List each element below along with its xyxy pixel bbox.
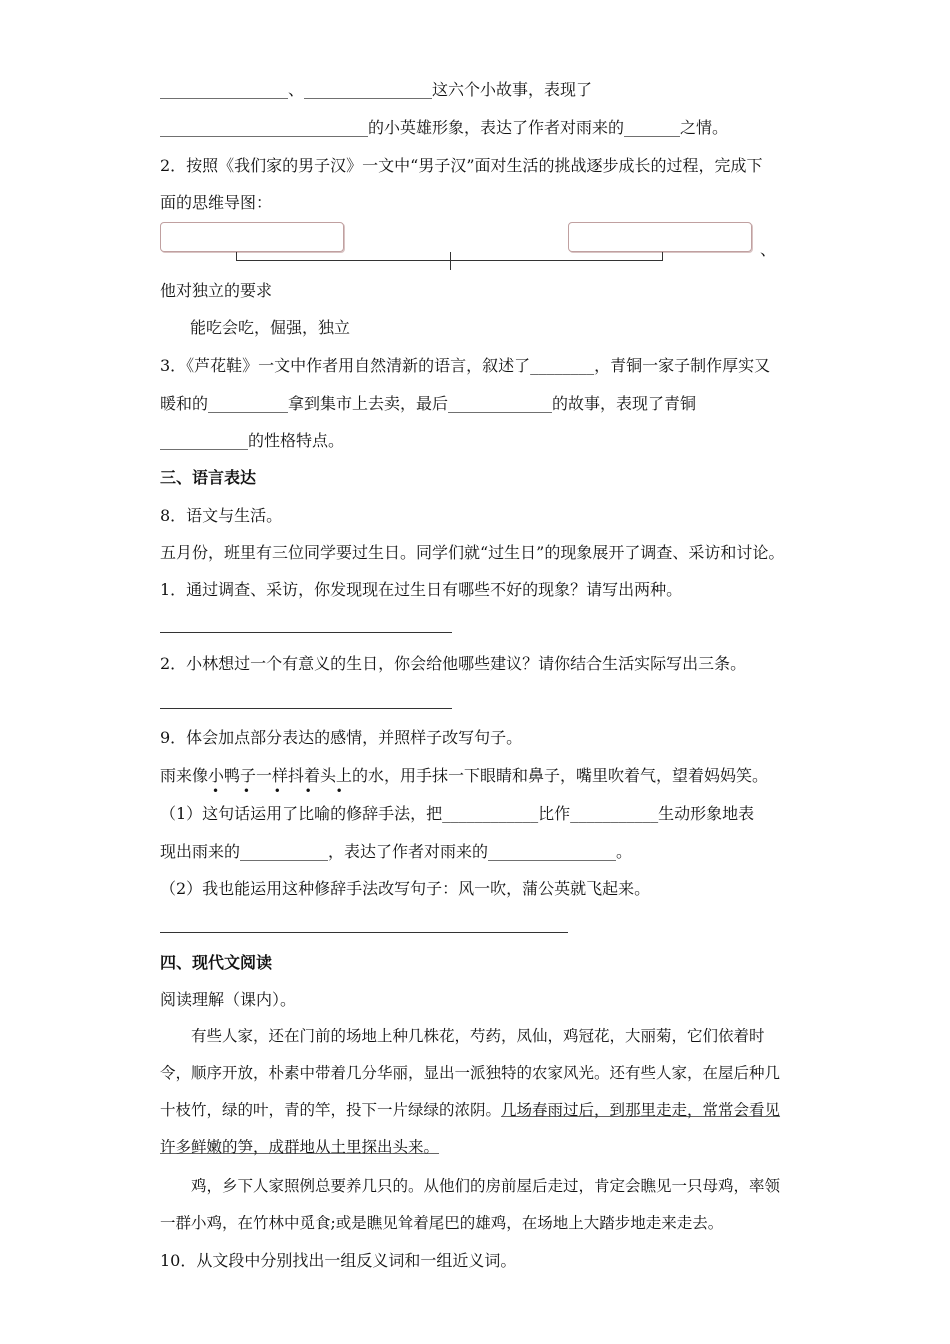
question-9-part2: （2）我也能运用这种修辞手法改写句子：风一吹，蒲公英就飞起来。 — [160, 879, 651, 898]
question-3: 3．《芦花鞋》一文中作者用自然清新的语言，叙述了________，青铜一家子制作厚实又 — [160, 356, 771, 375]
passage-paragraph-2: 鸡，乡下人家照例总要养几只的。从他们的房前屋后走过，肯定会瞧见一只母鸡，率领一群小鸡，在竹林中觅食;或是瞧见耸着尾巴的雄鸡，在场地上大踏步地走来走去。 — [160, 1177, 781, 1232]
mindmap-label-traits: 能吃会吃，倔强，独立 — [190, 318, 351, 337]
blank-line-hero: __________________________的小英雄形象，表达了作者对雨来的_______之情。 — [160, 118, 729, 137]
question-8-context: 五月份，班里有三位同学要过生日。同学们就“过生日”的现象展开了调查、采访和讨论。 — [160, 543, 785, 562]
mindmap-box-left[interactable] — [160, 222, 344, 252]
passage-underlined: 几场春雨过后，到那里走走，常常会看见许多鲜嫩的笋，成群地从土里探出头来。 — [160, 1101, 781, 1156]
question-9: 9．体会加点部分表达的感情，并照样子改写句子。 — [160, 728, 523, 747]
question-10: 10．从文段中分别找出一组反义词和一组近义词。 — [160, 1251, 517, 1270]
mindmap-box-right[interactable] — [568, 222, 752, 252]
question-9-part1-cont: 现出雨来的___________，表达了作者对雨来的________________。 — [160, 842, 633, 861]
answer-line[interactable] — [160, 708, 452, 709]
question-8: 8．语文与生活。 — [160, 506, 283, 525]
emphasis-dots: • • • • • — [212, 784, 353, 798]
mindmap-connector-stem — [450, 252, 451, 270]
question-3-cont: 暖和的__________拿到集市上去卖，最后_____________的故事，表现了青铜 — [160, 394, 697, 413]
question-3-end: ___________的性格特点。 — [160, 431, 345, 450]
reading-label: 阅读理解（课内）。 — [160, 990, 297, 1009]
section-4-heading: 四、现代文阅读 — [160, 953, 273, 972]
question-8-part1: 1．通过调查、采访，你发现现在过生日有哪些不好的现象？请写出两种。 — [160, 580, 683, 599]
passage-text: 有些人家，还在门前的场地上种几株花，芍药，凤仙，鸡冠花，大丽菊，它们依着时令，顺序开放，朴素中带着几分华丽，显出一派独特的农家风光。还有些人家，在屋后种几十枝竹，绿的叶，青的竿，投下一片绿绿的浓阴。 — [160, 1027, 781, 1119]
mindmap-comma: 、 — [760, 240, 777, 259]
answer-line[interactable] — [160, 632, 452, 633]
question-8-part2: 2．小林想过一个有意义的生日，你会给他哪些建议？请你结合生活实际写出三条。 — [160, 654, 747, 673]
question-2-cont: 面的思维导图： — [160, 193, 273, 212]
passage-paragraph-1 — [160, 1018, 790, 1166]
question-9-sentence: 雨来像小鸭子一样抖着头上的水，用手抹一下眼睛和鼻子，嘴里吹着气，望着妈妈笑。 — [160, 766, 769, 785]
question-2: 2．按照《我们家的男子汉》一文中“男子汉”面对生活的挑战逐步成长的过程，完成下 — [160, 156, 763, 175]
answer-line[interactable] — [160, 932, 568, 933]
question-9-part1: （1）这句话运用了比喻的修辞手法，把____________比作___________生动形象地表 — [160, 804, 755, 823]
blank-line-stories: ________________、________________这六个小故事，表现了 — [160, 80, 593, 99]
mindmap-label-independence: 他对独立的要求 — [160, 281, 273, 300]
section-3-heading: 三、语言表达 — [160, 468, 257, 487]
